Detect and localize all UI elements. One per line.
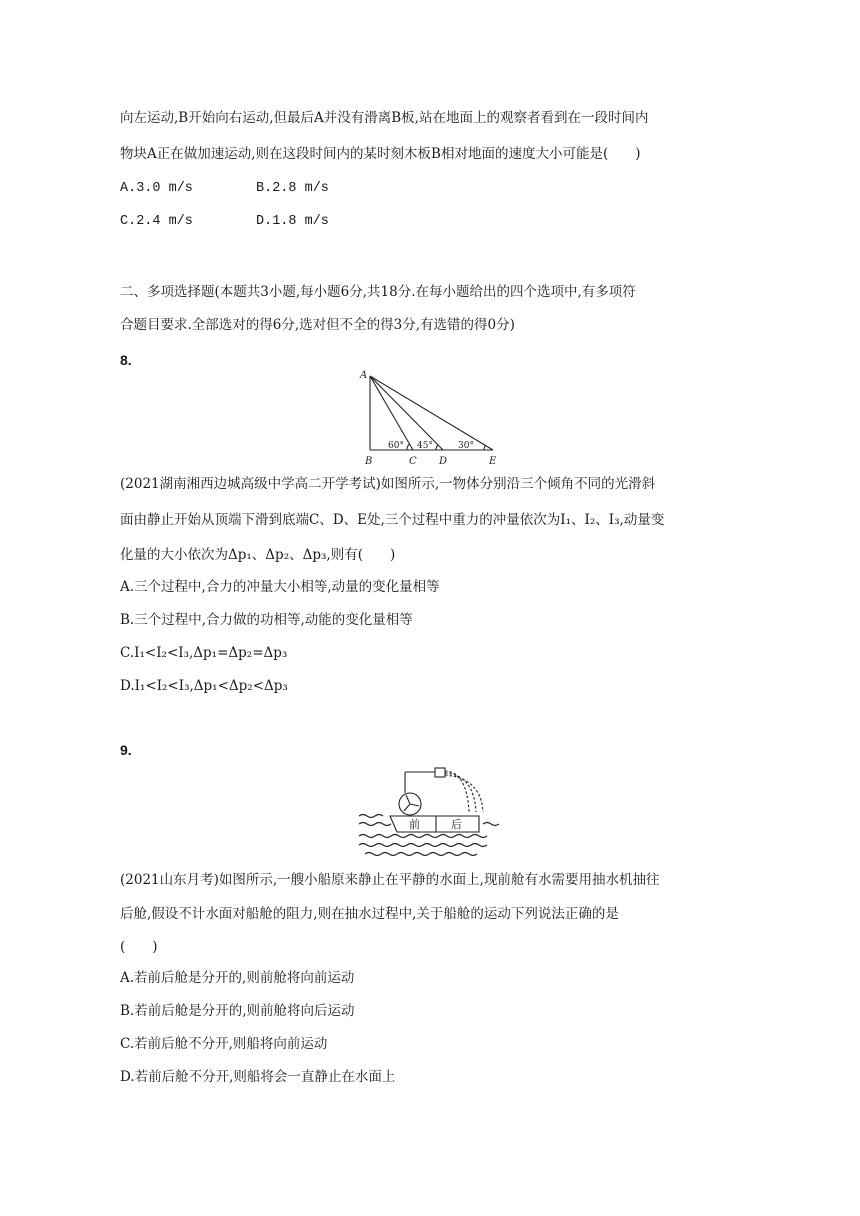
q9-stem-line-2: 后舱,假设不计水面对船舱的阻力,则在抽水过程中,关于船舱的运动下列说法正确的是 [120,906,619,922]
q8-label-c: C [409,456,417,466]
q8-arc-45 [436,445,438,450]
q8-option-c: C.I₁<I₂<I₃,Δp₁=Δp₂=Δp₃ [120,645,288,661]
section-2-heading-line-1: 二、多项选择题(本题共3小题,每小题6分,共18分.在每小题给出的四个选项中,有多项符 [120,284,636,300]
q7-stem-line-1: 向左运动,B开始向右运动,但最后A并没有滑离B板,站在地面上的观察者看到在一段时间内 [120,110,649,126]
q8-number: 8. [120,352,132,368]
q9-wave-3 [483,823,499,826]
q8-incline-figure [355,368,505,466]
q8-angle-45: 45° [417,441,433,451]
q9-wave-4 [359,835,487,838]
q8-option-b: B.三个过程中,合力做的功相等,动能的变化量相等 [120,612,413,628]
q8-label-b: B [365,456,373,466]
q9-front-label: 前 [409,818,420,831]
q9-pump-blades [404,795,419,811]
q9-wave-6 [365,853,477,856]
q9-wave-1 [359,815,383,818]
section-2-heading-line-2: 合题目要求.全部选对的得6分,选对但不全的得3分,有选错的得0分) [120,317,515,333]
q9-pipe-nozzle [435,768,445,777]
q9-wave-5 [359,844,487,847]
q8-label-a: A [360,370,368,381]
q9-stem-line-3: ( ) [120,939,158,955]
q9-option-a: A.若前后舱是分开的,则前舱将向前运动 [120,970,355,986]
q8-label-d: D [439,456,448,466]
q9-water-jet-2 [445,773,476,812]
q9-back-label: 后 [451,818,462,831]
q8-arc-60 [407,444,410,450]
q9-wave-2 [359,823,391,826]
q9-water-jet-1 [445,771,469,812]
q8-angle-60: 60° [388,441,404,451]
q9-option-b: B.若前后舱是分开的,则前舱将向后运动 [120,1003,355,1019]
q9-number: 9. [120,742,132,758]
q7-stem-line-2: 物块A正在做加速运动,则在这段时间内的某时刻木板B相对地面的速度大小可能是( ) [120,146,641,162]
q8-angle-30: 30° [458,441,474,451]
q9-boat-figure [355,760,510,865]
q7-option-a: A.3.0 m/s [120,181,193,196]
q8-stem-line-1: (2021湖南湘西边城高级中学高二开学考试)如图所示,一物体分别沿三个倾角不同的光滑斜 [120,476,656,492]
q9-water-jet-3 [445,775,483,812]
q8-arc-30 [484,446,485,451]
q7-option-b: B.2.8 m/s [256,181,329,196]
q7-option-c: C.2.4 m/s [120,214,193,229]
q8-stem-line-3: 化量的大小依次为Δp₁、Δp₂、Δp₃,则有( ) [120,547,396,563]
q8-option-a: A.三个过程中,合力的冲量大小相等,动量的变化量相等 [120,579,440,595]
q8-stem-line-2: 面由静止开始从顶端下滑到底端C、D、E处,三个过程中重力的冲量依次为I₁、I₂、I₃,动量变 [120,512,665,528]
q9-option-d: D.若前后舱不分开,则船将会一直静止在水面上 [120,1069,396,1085]
q8-option-d: D.I₁<I₂<I₃,Δp₁<Δp₂<Δp₃ [120,678,288,694]
q9-stem-line-1: (2021山东月考)如图所示,一艘小船原来静止在平静的水面上,现前舱有水需要用抽水机抽往 [120,872,660,888]
q9-boat-hull [390,816,479,832]
q8-label-e: E [489,456,497,466]
q9-option-c: C.若前后舱不分开,则船将向前运动 [120,1036,328,1052]
q7-option-d: D.1.8 m/s [256,214,329,229]
